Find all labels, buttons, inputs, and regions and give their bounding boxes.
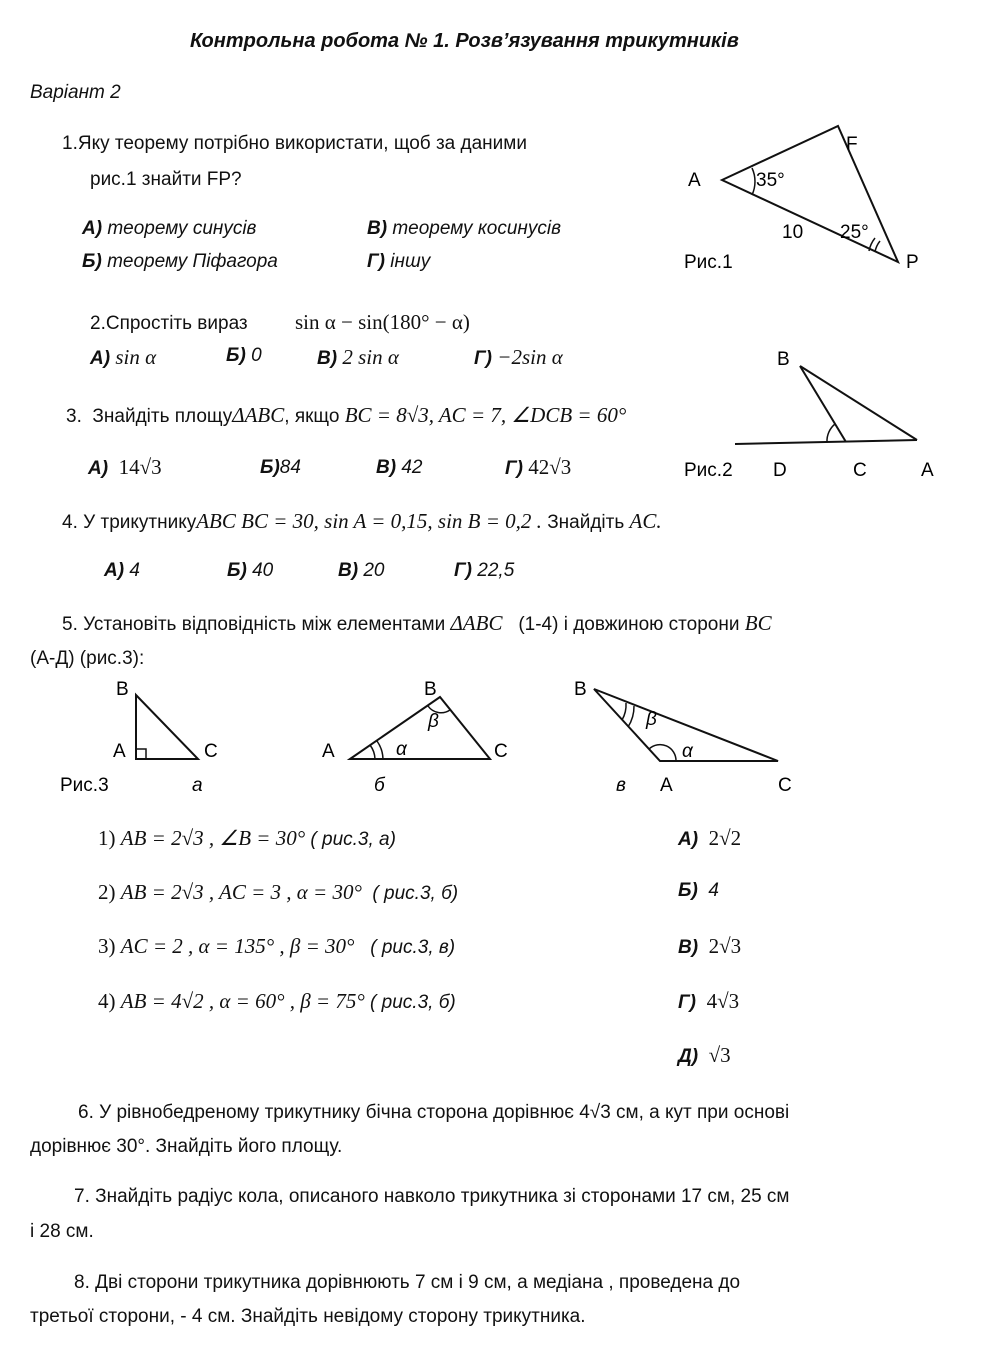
q8-line2: третьої сторони, - 4 см. Знайдіть невідому сторону трикутника. (30, 1306, 586, 1327)
fig3-triangle-b (322, 679, 508, 796)
q1-option-b: Б) теорему Піфагора (82, 251, 278, 272)
variant-label: Варіант 2 (30, 82, 121, 103)
fig3c-vertex-a: A (660, 775, 673, 796)
q4-option-v: В) 20 (338, 560, 385, 581)
q6-line2: дорівнює 30°. Знайдіть його площу. (30, 1136, 343, 1157)
fig3a-vertex-c: C (204, 741, 218, 762)
q1-option-v: В) теорему косинусів (367, 218, 562, 239)
fig2-side-ba (800, 366, 917, 440)
fig3b-vertex-a: A (322, 741, 335, 762)
fig2-vertex-a: A (921, 460, 934, 481)
fig1-angle-a-arc (752, 168, 755, 195)
q5-text-line1: 5. Установіть відповідність між елементами ΔABC (1-4) і довжиною сторони BC (62, 611, 772, 635)
q3-option-v: В) 42 (376, 457, 423, 478)
q5-answer-b: Б) 4 (678, 880, 719, 901)
q5-answer-d: Д) √3 (678, 1043, 731, 1067)
q6-line1: 6. У рівнобедреному трикутнику бічна сторона дорівнює 4√3 см, а кут при основі (78, 1102, 790, 1123)
fig2-caption: Рис.2 (684, 460, 733, 481)
q7-line1: 7. Знайдіть радіус кола, описаного навколо трикутника зі сторонами 17 см, 25 см (74, 1186, 790, 1207)
fig1-vertex-p: P (906, 252, 919, 273)
q2-option-v: В) 2 sin α (317, 345, 399, 369)
figure-3-triangles (50, 675, 810, 800)
q3-option-b: Б)84 (260, 457, 301, 478)
fig1-triangle (722, 126, 898, 262)
q7-line2: і 28 см. (30, 1221, 94, 1242)
fig1-angle-a-label: 35° (756, 170, 785, 191)
q3-option-g: Г) 42√3 (505, 455, 572, 479)
q5-answer-a: А) 2√2 (678, 826, 742, 850)
q4-option-a: А) 4 (104, 560, 140, 581)
q1-option-g: Г) іншу (367, 251, 431, 272)
q3-text: 3. Знайдіть площуΔABC, якщо BC = 8√3, AC = 7, ∠DCB = 60° (66, 403, 627, 427)
fig3-triangle-c (574, 679, 792, 796)
q4-text: 4. У трикутникуABC BC = 30, sin A = 0,15, sin B = 0,2 . Знайдіть AC. (62, 509, 662, 533)
fig3a-vertex-a: A (113, 741, 126, 762)
fig3b-alpha-label: α (396, 739, 407, 760)
q5-text-line2: (А-Д) (рис.3): (30, 648, 145, 669)
fig2-vertex-d: D (773, 460, 787, 481)
q4-option-b: Б) 40 (227, 560, 274, 581)
fig1-vertex-f: F (846, 134, 858, 155)
fig3-caption: Рис.3 (60, 775, 109, 796)
fig3a-right-angle (136, 749, 146, 759)
fig1-side-label: 10 (782, 222, 804, 243)
fig3b-beta-label: β (428, 711, 439, 732)
fig3c-vertex-b: B (574, 679, 587, 700)
fig3c-beta-label: β (646, 709, 657, 730)
fig3b-vertex-b: B (424, 679, 437, 700)
fig3b-triangle (350, 697, 490, 759)
fig2-angle-arc (827, 424, 835, 442)
fig3b-alpha-arc-2 (377, 741, 383, 759)
q2-option-g: Г) −2sin α (474, 345, 563, 369)
q2-option-a: А) sin α (90, 345, 157, 369)
q4-option-g: Г) 22,5 (454, 560, 515, 581)
q5-item-1: 1) AB = 2√3 , ∠B = 30° ( рис.3, а) (98, 826, 396, 850)
q5-answer-v: В) 2√3 (678, 934, 742, 958)
q2-option-b: Б) 0 (226, 345, 262, 366)
figure-2-triangle (680, 340, 950, 490)
fig3a-tag: а (192, 775, 203, 796)
q8-line1: 8. Дві сторони трикутника дорівнюють 7 см і 9 см, а медіана , проведена до (74, 1272, 741, 1293)
fig1-caption: Рис.1 (684, 252, 733, 273)
fig3c-alpha-label: α (682, 741, 693, 762)
q3-option-a: А) 14√3 (88, 455, 162, 479)
fig3b-vertex-c: C (494, 741, 508, 762)
fig2-base-line (735, 440, 917, 444)
q5-item-2: 2) AB = 2√3 , AC = 3 , α = 30° ( рис.3, б) (98, 880, 459, 904)
q5-item-4: 4) AB = 4√2 , α = 60° , β = 75° ( рис.3, б) (98, 989, 456, 1013)
fig3c-tag: в (616, 775, 626, 796)
fig3c-beta-arc-2 (628, 706, 634, 727)
fig3c-vertex-c: C (778, 775, 792, 796)
fig3a-vertex-b: B (116, 679, 129, 700)
fig3b-tag: б (374, 775, 385, 796)
fig3-triangle-a (60, 679, 218, 796)
q5-item-3: 3) AC = 2 , α = 135° , β = 30° ( рис.3, в) (98, 934, 456, 958)
fig1-angle-p-arc-2 (875, 241, 880, 252)
q5-answer-g: Г) 4√3 (678, 989, 740, 1013)
q1-text-line2: рис.1 знайти FP? (90, 169, 242, 190)
q1-option-a: А) теорему синусів (82, 218, 257, 239)
page-title: Контрольна робота № 1. Розв’язування трикутників (190, 30, 739, 52)
figure-1-triangle-afp (670, 110, 940, 280)
fig3b-alpha-arc-1 (370, 745, 375, 759)
fig2-vertex-c: C (853, 460, 867, 481)
fig1-angle-p-label: 25° (840, 222, 869, 243)
q2-expression: sin α − sin(180° − α) (295, 310, 470, 334)
fig3c-beta-arc-1 (622, 703, 626, 720)
q1-text-line1: 1.Яку теорему потрібно використати, щоб за даними (62, 133, 527, 154)
q2-text: 2.Спростіть вираз (90, 313, 248, 334)
fig2-side-bc (800, 366, 846, 442)
fig2-vertex-b: B (777, 349, 790, 370)
fig1-vertex-a: A (688, 170, 701, 191)
